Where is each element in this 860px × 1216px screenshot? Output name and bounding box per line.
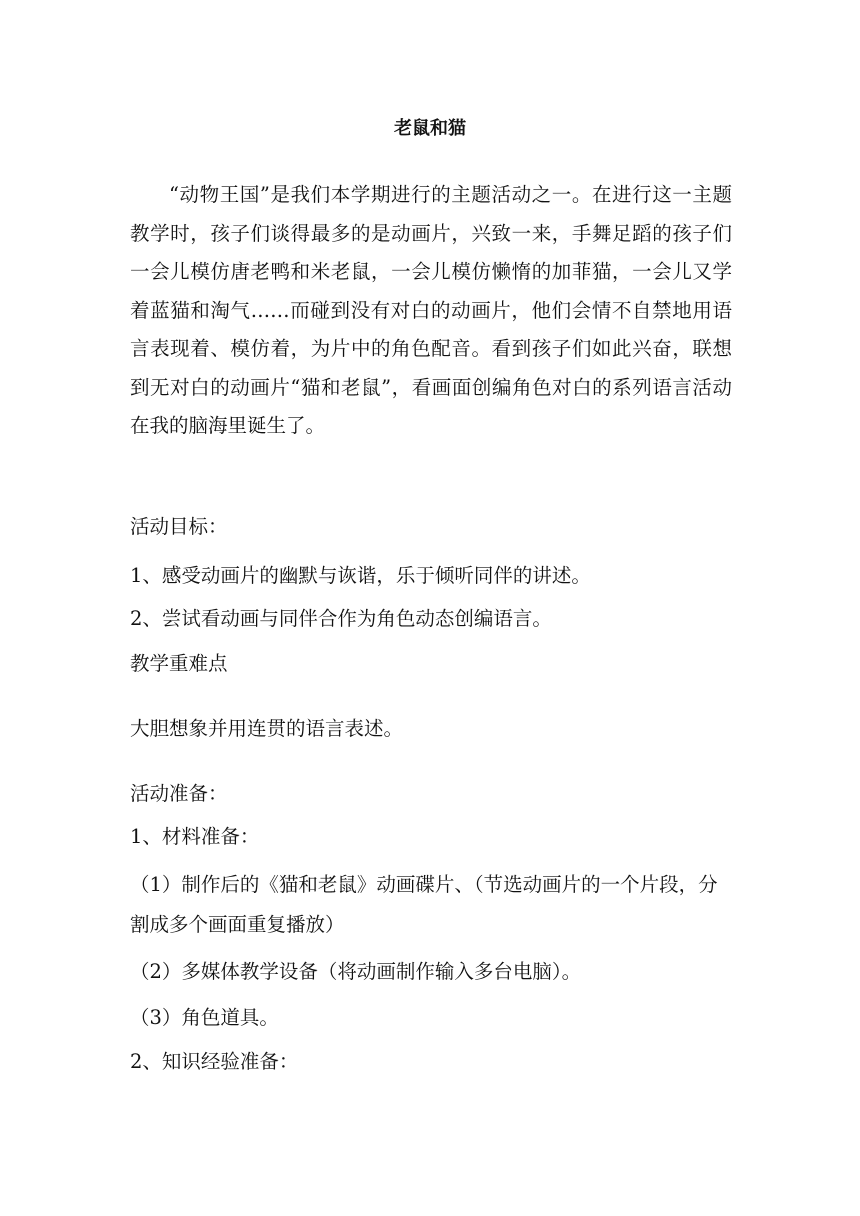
prep-heading: 活动准备：	[130, 782, 228, 805]
focus-heading: 教学重难点	[130, 652, 228, 675]
prep-subitem-1: （1）制作后的《猫和老鼠》动画碟片、（节选动画片的一个片段，分割成多个画面重复播放）	[130, 873, 718, 936]
goal-item-2: 2、尝试看动画与同伴合作为角色动态创编语言。	[130, 607, 552, 630]
document-title: 老鼠和猫	[394, 118, 466, 139]
focus-text: 大胆想象并用连贯的语言表述。	[130, 717, 404, 740]
goals-heading: 活动目标：	[130, 515, 228, 538]
prep-item-1: 1、材料准备：	[130, 825, 260, 848]
prep-subitem-2: （2）多媒体教学设备（将动画制作输入多台电脑）。	[130, 960, 582, 983]
goal-item-1: 1、感受动画片的幽默与诙谐，乐于倾听同伴的讲述。	[130, 564, 591, 587]
prep-item-2: 2、知识经验准备：	[130, 1050, 299, 1073]
intro-paragraph: “动物王国”是我们本学期进行的主题活动之一。在进行这一主题教学时，孩子们谈得最多的是动画片，兴致一来，手舞足蹈的孩子们一会儿模仿唐老鸭和米老鼠，一会儿模仿懒惰的加菲猫，一会儿又学着蓝猫和淘气……而碰到没有对白的动画片，他们会情不自禁地用语言表现着、模仿着，为片中的角色配音。看到孩子们如此兴奋，联想到无对白的动画片“猫和老鼠”，看画面创编角色对白的系列语言活动在我的脑海里诞生了。	[130, 183, 732, 437]
prep-subitem-3: （3）角色道具。	[130, 1006, 279, 1029]
